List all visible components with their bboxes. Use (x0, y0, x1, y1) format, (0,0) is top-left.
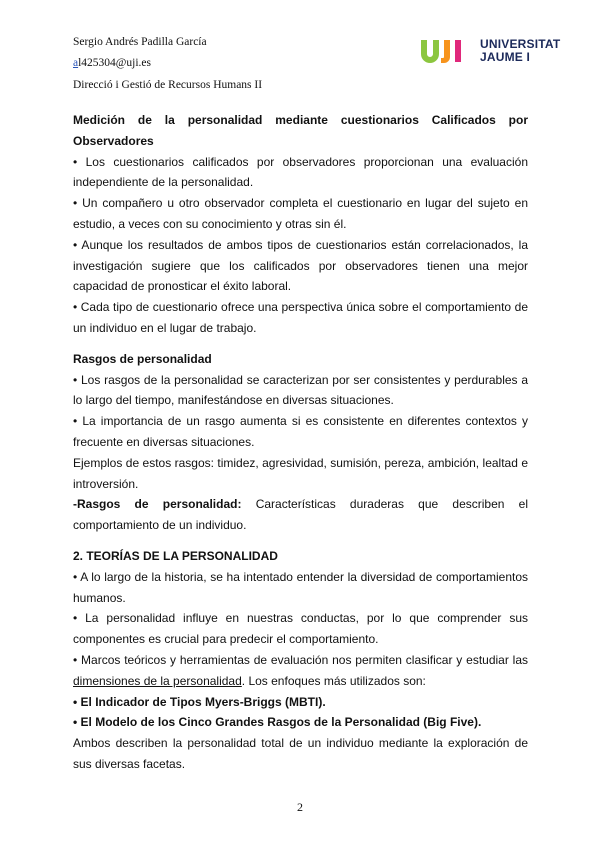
paragraph: Ejemplos de estos rasgos: timidez, agresividad, sumisión, pereza, ambición, lealtad e introversión. (73, 455, 528, 491)
dimensiones-link[interactable]: dimensiones de la personalidad (73, 673, 242, 688)
paragraph: • Los cuestionarios calificados por observadores proporcionan una evaluación independiente de la personalidad. (73, 154, 528, 190)
university-logo (420, 38, 570, 64)
author-name: Sergio Andrés Padilla García (73, 36, 207, 48)
paragraph: • A lo largo de la historia, se ha intentado entender la diversidad de comportamientos humanos. (73, 569, 528, 605)
paragraph-start: • Marcos teóricos y herramientas de evaluación nos permiten clasificar y estudiar las (73, 652, 528, 667)
course-name: Direcció i Gestió de Recursos Humans II (73, 79, 263, 91)
paragraph: • La personalidad influye en nuestras conductas, por lo que comprender sus componentes es crucial para predecir el comportamiento. (73, 611, 528, 647)
paragraph: Ambos describen la personalidad total de un individuo mediante la exploración de sus diversas facetas. (73, 736, 528, 771)
definition-text: Características duraderas que describen el comportamiento de un individuo. (73, 497, 528, 533)
email-rest[interactable]: l425304@uji.es (78, 57, 151, 69)
paragraph: • La importancia de un rasgo aumenta si es consistente en diferentes contextos y frecuente en diversas situaciones. (73, 414, 528, 449)
logo-line-2: JAUME I (480, 50, 531, 64)
page-number: 2 (297, 800, 303, 814)
paragraph: • Un compañero u otro observador completa el cuestionario en lugar del sujeto en estudio, a veces con su conocimiento y otras sin él. (73, 196, 528, 231)
definition-paragraph (73, 494, 528, 536)
paragraph: • Aunque los resultados de ambos tipos de cuestionarios están correlacionados, la investigación sugiere que los calificados por observadores tienen una mejor capacidad de pronosticar el éxito laboral. (73, 237, 528, 294)
uji-logo-icon (420, 38, 476, 64)
paragraph (73, 650, 528, 692)
author-email[interactable] (73, 57, 151, 69)
logo-text (480, 38, 560, 64)
paragraph-end: . Los enfoques más utilizados son: (241, 673, 426, 688)
definition-term: -Rasgos de personalidad: (73, 497, 242, 512)
section-title-teorias: 2. TEORÍAS DE LA PERSONALIDAD (73, 548, 278, 563)
section-title-observadores: Medición de la personalidad mediante cuestionarios Calificados por Observadores (73, 113, 528, 148)
paragraph: • Cada tipo de cuestionario ofrece una perspectiva única sobre el comportamiento de un individuo en el lugar de trabajo. (73, 300, 528, 335)
document-body (73, 110, 528, 775)
bullet-big-five: • El Modelo de los Cinco Grandes Rasgos de la Personalidad (Big Five). (73, 715, 482, 730)
email-first-char[interactable]: a (73, 57, 79, 69)
paragraph: • Los rasgos de la personalidad se caracterizan por ser consistentes y perdurables a lo largo del tiempo, manifestándose en diversas situaciones. (73, 372, 528, 408)
bullet-mbti: • El Indicador de Tipos Myers-Briggs (MBTI). (73, 694, 326, 709)
logo-line-1: UNIVERSITAT (480, 37, 561, 51)
section-title-rasgos: Rasgos de personalidad (73, 351, 212, 366)
